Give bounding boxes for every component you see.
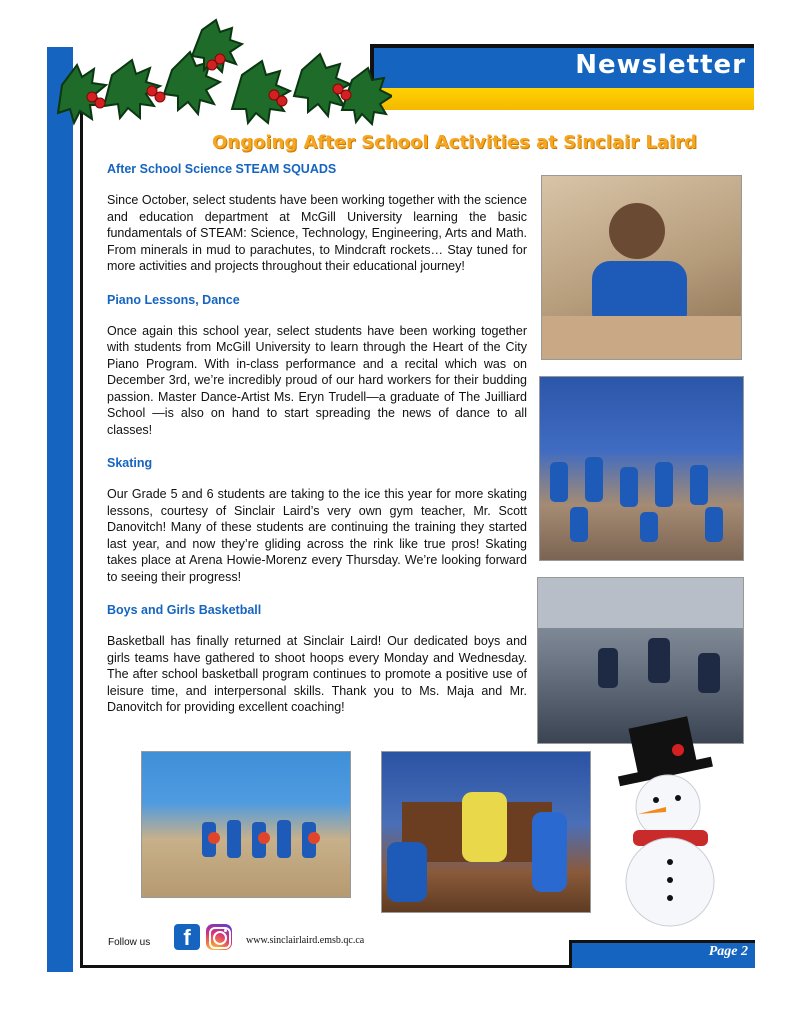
photo-steam-student <box>541 175 742 360</box>
section-body: Basketball has finally returned at Sinclair Laird! Our dedicated boys and girls teams have gathered to shoot hoops every Monday and Wednesday. The after school basketball program continues to promote a positive use of leisure time, and interpersonal skills. Thank you to Ms. Maja and Mr. Danovitch for providing excellent coaching! <box>107 634 527 714</box>
section-body: Since October, select students have been working together with the science and education department at McGill University learning the basic fundamentals of STEAM: Science, Technology, Engineering, Arts and Math. From minerals in mud to parachutes, to Mindcraft rockets… Stay tuned for more activities and projects throughout their educational journey! <box>107 193 527 273</box>
article-column <box>107 162 527 734</box>
page-number: Page 2 <box>708 944 748 959</box>
website-link[interactable]: www.sinclairlaird.emsb.qc.ca <box>246 935 365 946</box>
section-steam <box>107 162 527 275</box>
facebook-icon[interactable]: f <box>174 924 200 950</box>
photo-dance-class <box>539 376 744 561</box>
section-skating <box>107 456 527 585</box>
section-heading: After School Science STEAM SQUADS <box>107 162 337 176</box>
instagram-icon[interactable] <box>206 924 232 950</box>
section-basketball <box>107 603 527 716</box>
section-heading: Piano Lessons, Dance <box>107 292 240 307</box>
photo-basketball-team <box>141 751 351 898</box>
section-heading: Boys and Girls Basketball <box>107 603 262 617</box>
section-piano-dance <box>107 293 527 439</box>
section-body: Once again this school year, select students have been working together with students from McGill University to learn through the Heart of the City Piano Program. With in-class performance and a recital which was on December 3rd, we’re incredibly proud of our hard workers for their budding passion. Master Dance-Artist Ms. Eryn Trudell—a graduate of The Juilliard School —is also on hand to start spreading the news of dance to all classes! <box>107 323 527 437</box>
holly-decoration-icon <box>52 15 392 140</box>
photo-piano-lesson <box>381 751 591 913</box>
left-accent-bar <box>47 47 73 972</box>
section-heading: Skating <box>107 456 153 470</box>
header-yellow-stripe <box>370 88 754 110</box>
snowman-icon <box>598 712 748 927</box>
main-heading: Ongoing After School Activities at Sinclair Laird <box>212 132 697 153</box>
section-body: Our Grade 5 and 6 students are taking to the ice this year for more skating lessons, courtesy of Sinclair Laird’s very own gym teacher, Mr. Scott Danovitch! Many of these students are continuing the training they started last year, and now they’re gliding across the rink like true pros! Skating takes place at Arena Howie-Morenz every Thursday. We’re looking forward to seeing their progress! <box>107 487 527 584</box>
follow-us-label: Follow us <box>108 937 151 948</box>
newsletter-title: Newsletter <box>575 50 746 80</box>
